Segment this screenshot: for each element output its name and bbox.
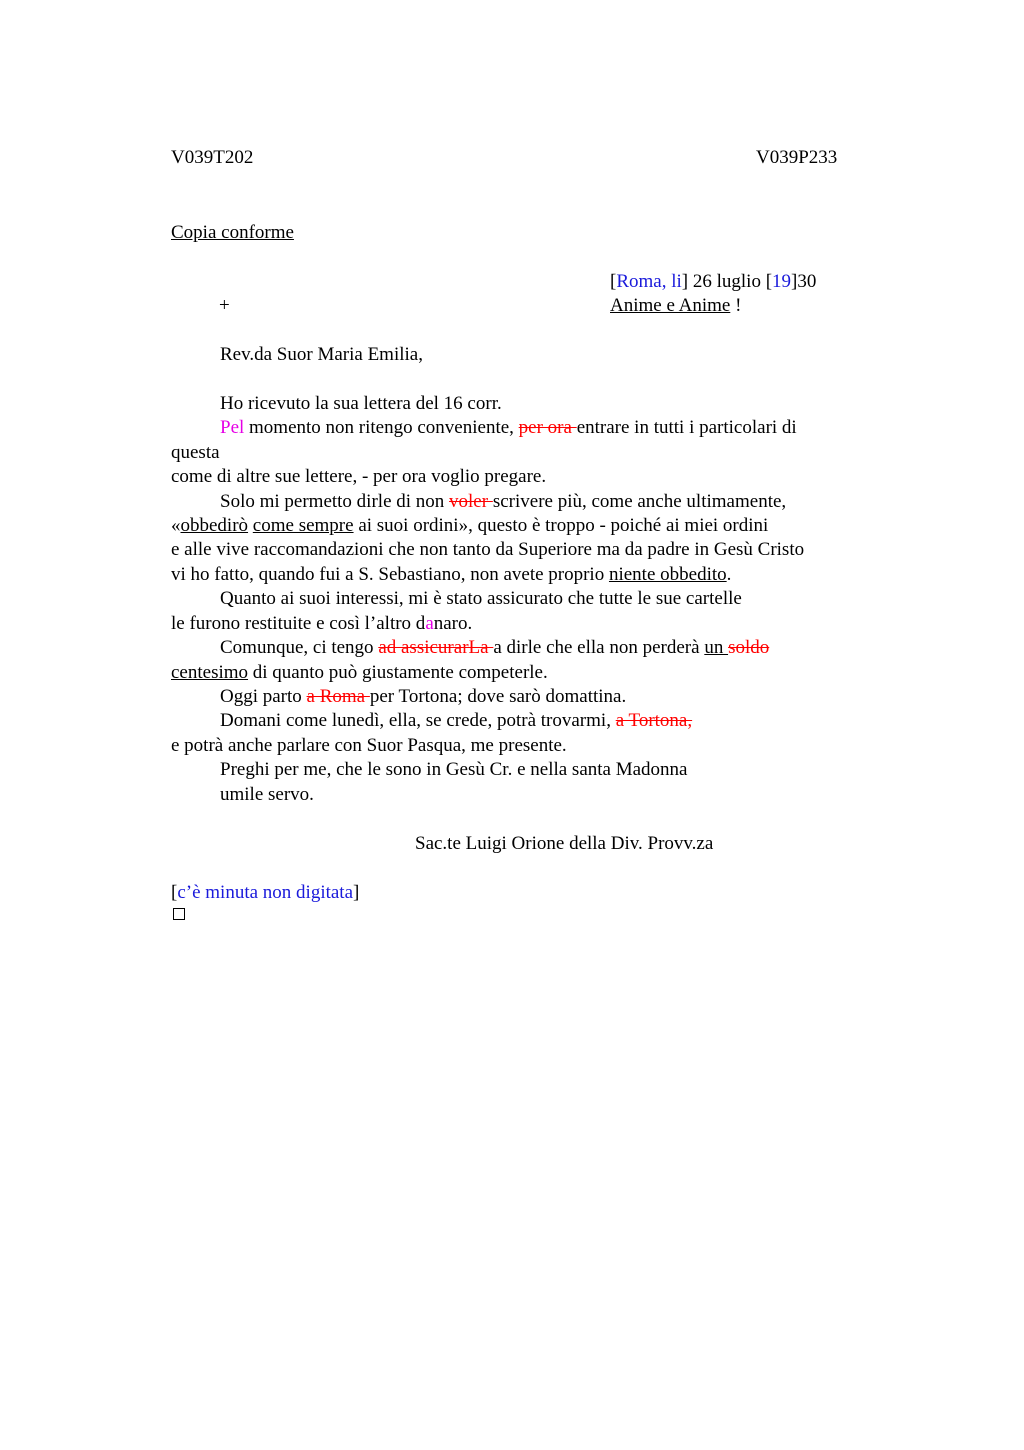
body-line: e potrà anche parlare con Suor Pasqua, me presente. [171, 735, 567, 756]
empty-box-icon [173, 908, 185, 920]
body-line: Domani come lunedì, ella, se crede, potrà trovarmi, a Tortona, [220, 710, 693, 731]
body-line: Pel momento non ritengo conveniente, per ora entrare in tutti i particolari di [220, 417, 797, 438]
document-code-right: V039P233 [756, 147, 838, 168]
body-line: centesimo di quanto può giustamente competerle. [171, 662, 548, 683]
document-code-left: V039T202 [171, 147, 254, 168]
body-line: vi ho fatto, quando fui a S. Sebastiano, non avete proprio niente obbedito. [171, 564, 732, 585]
body-line: e alle vive raccomandazioni che non tanto da Superiore ma da padre in Gesù Cristo [171, 539, 805, 560]
body-line: Solo mi permetto dirle di non voler scrivere più, come anche ultimamente, [220, 491, 787, 512]
body-line: Oggi parto a Roma per Tortona; dove sarò domattina. [220, 686, 627, 707]
body-line: come di altre sue lettere, - per ora voglio pregare. [171, 466, 547, 487]
editor-note: [c’è minuta non digitata] [171, 882, 360, 903]
body-line: Quanto ai suoi interessi, mi è stato assicurato che tutte le sue cartelle [220, 588, 742, 609]
copy-label: Copia conforme [171, 222, 294, 243]
body-line: questa [171, 442, 220, 463]
dateline: [Roma, li] 26 luglio [19]30 [610, 271, 817, 292]
signature: Sac.te Luigi Orione della Div. Provv.za [415, 833, 714, 854]
body-line: le furono restituite e così l’altro danaro. [171, 613, 473, 634]
body-line: umile servo. [220, 784, 314, 805]
motto: Anime e Anime ! [610, 295, 742, 316]
body-line: Preghi per me, che le sono in Gesù Cr. e nella santa Madonna [220, 759, 688, 780]
cross-symbol: + [219, 295, 230, 316]
body-line: Ho ricevuto la sua lettera del 16 corr. [220, 393, 502, 414]
salutation: Rev.da Suor Maria Emilia, [220, 344, 423, 365]
body-line: Comunque, ci tengo ad assicurarLa a dirle che ella non perderà un soldo [220, 637, 770, 658]
body-line: «obbedirò come sempre ai suoi ordini», questo è troppo - poiché ai miei ordini [171, 515, 769, 536]
